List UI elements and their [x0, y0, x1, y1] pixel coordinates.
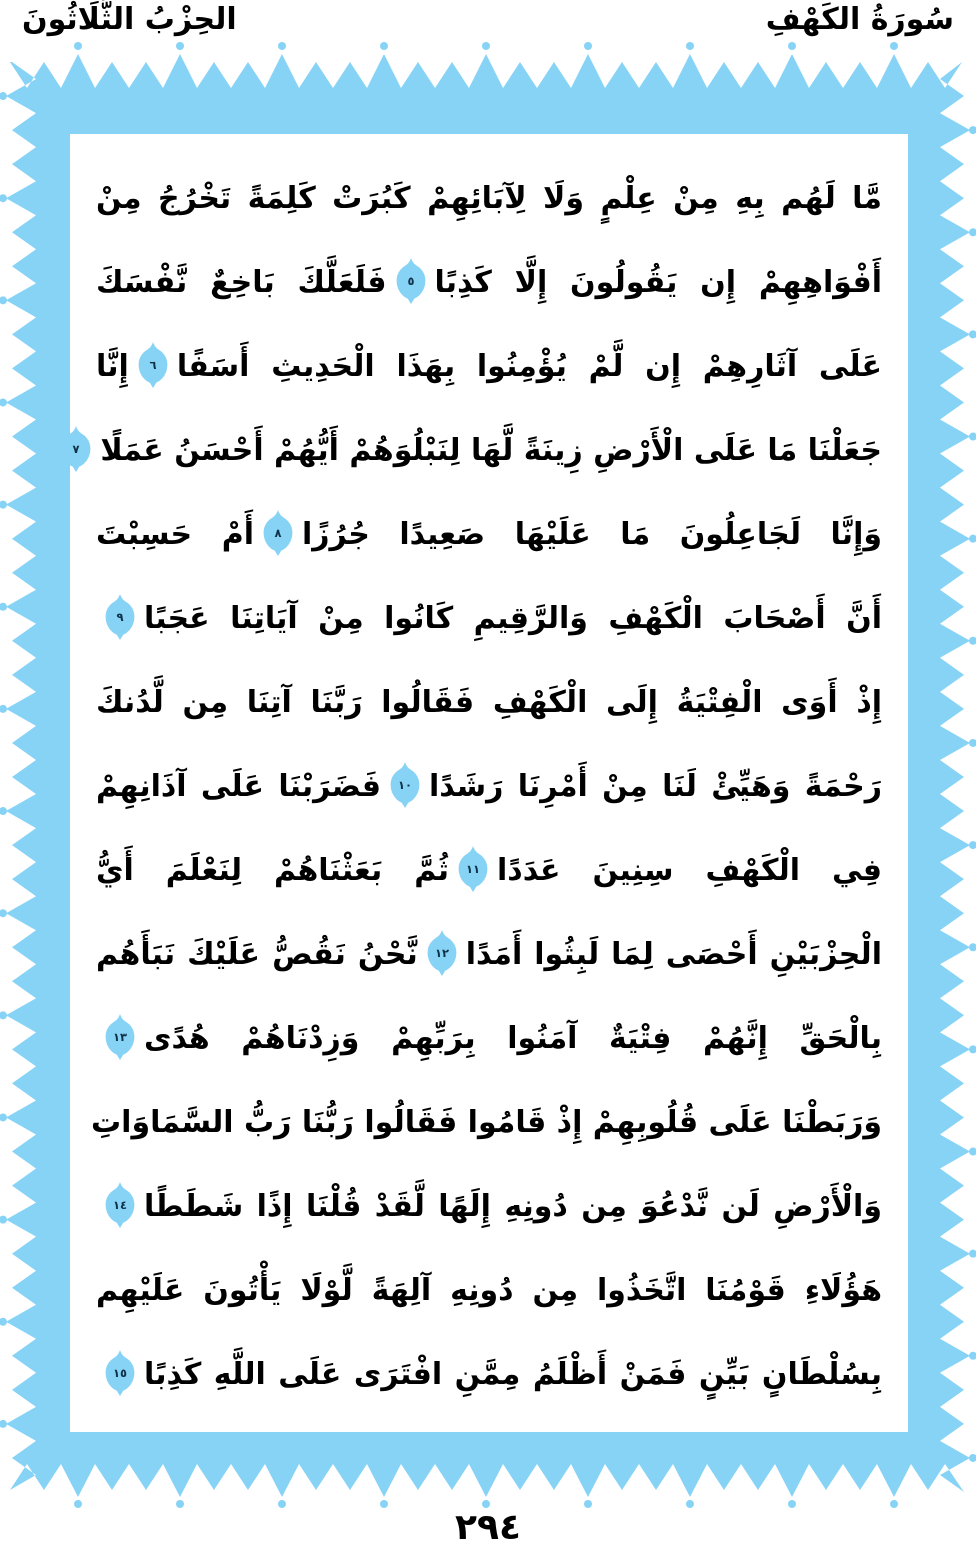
frame-dot-ornament	[0, 1318, 7, 1326]
frame-dot-ornament	[969, 739, 976, 747]
ayah-text: رَحْمَةً وَهَيِّئْ لَنَا مِنْ أَمْرِنَا رَشَدًا	[429, 769, 882, 804]
quran-line	[96, 672, 882, 734]
svg-text:١٣: ١٣	[112, 1029, 128, 1044]
ayah-text: إِنَّا	[96, 349, 129, 384]
frame-dot-ornament	[969, 943, 976, 951]
ayah-text: بِسُلْطَانٍ بَيِّنٍ فَمَنْ أَظْلَمُ مِمَّنِ افْتَرَى عَلَى اللَّهِ كَذِبًا	[144, 1357, 882, 1392]
quran-line	[91, 1092, 882, 1154]
frame-dot-ornament	[969, 841, 976, 849]
frame-dot-ornament	[482, 42, 490, 50]
frame-dot-ornament	[788, 42, 796, 50]
svg-text:٧: ٧	[72, 441, 80, 456]
surah-title: سُورَةُ الكَهْفِ	[765, 2, 954, 37]
svg-text:١٥: ١٥	[112, 1365, 128, 1380]
frame-dot-ornament	[969, 126, 976, 134]
svg-text:١١: ١١	[465, 861, 481, 876]
frame-dot-ornament	[969, 637, 976, 645]
svg-text:١٠: ١٠	[397, 777, 413, 792]
ayah-end-marker	[103, 1182, 137, 1228]
frame-dot-ornament	[890, 42, 898, 50]
frame-dot-ornament	[0, 398, 7, 406]
frame-dot-ornament	[0, 296, 7, 304]
ayah-end-marker	[103, 1350, 137, 1396]
frame-dot-ornament	[969, 1148, 976, 1156]
svg-text:٥: ٥	[407, 273, 415, 288]
ayah-text: ثُمَّ بَعَثْنَاهُمْ لِنَعْلَمَ أَيُّ	[96, 853, 450, 888]
quran-line	[96, 1344, 882, 1406]
ayah-end-marker	[59, 426, 93, 472]
frame-dot-ornament	[176, 42, 184, 50]
ayah-text: أَمْ حَسِبْتَ	[96, 517, 254, 552]
quran-line	[96, 840, 882, 902]
ayah-text: فَضَرَبْنَا عَلَى آذَانِهِمْ	[96, 769, 382, 804]
ayah-text: وَإِنَّا لَجَاعِلُونَ مَا عَلَيْهَا صَعِيدًا جُرُزًا	[301, 517, 883, 552]
ayah-end-marker	[103, 594, 137, 640]
ayah-end-marker	[456, 846, 490, 892]
frame-dot-ornament	[0, 501, 7, 509]
ayah-end-marker	[388, 762, 422, 808]
frame-dot-ornament	[969, 1045, 976, 1053]
svg-text:١٢: ١٢	[434, 945, 449, 960]
quran-line	[96, 168, 882, 230]
frame-dot-ornament	[0, 705, 7, 713]
frame-dot-ornament	[380, 42, 388, 50]
ayah-end-marker	[103, 1014, 137, 1060]
frame-dot-ornament	[0, 909, 7, 917]
ayah-text: الْحِزْبَيْنِ أَحْصَى لِمَا لَبِثُوا أَمَدًا	[465, 937, 882, 972]
ayah-end-marker	[394, 258, 428, 304]
quran-line	[96, 252, 882, 314]
frame-dot-ornament	[74, 42, 82, 50]
frame-dot-ornament	[969, 330, 976, 338]
quran-text-area	[70, 134, 908, 1432]
frame-dot-ornament	[0, 92, 7, 100]
svg-text:٩: ٩	[116, 609, 124, 624]
ayah-text: هَؤُلَاءِ قَوْمُنَا اتَّخَذُوا مِن دُونِهِ آلِهَةً لَّوْلَا يَأْتُونَ عَلَيْهِم	[96, 1273, 882, 1308]
frame-dot-ornament	[584, 42, 592, 50]
frame-dot-ornament	[0, 807, 7, 815]
ayah-text: بِالْحَقِّ إِنَّهُمْ فِتْيَةٌ آمَنُوا بِرَبِّهِمْ وَزِدْنَاهُمْ هُدًى	[144, 1021, 882, 1056]
frame-dot-ornament	[0, 194, 7, 202]
ayah-text: إِذْ أَوَى الْفِتْيَةُ إِلَى الْكَهْفِ فَقَالُوا رَبَّنَا آتِنَا مِن لَّدُنكَ	[96, 685, 882, 720]
frame-dot-ornament	[278, 42, 286, 50]
quran-line	[96, 924, 882, 986]
quran-line	[96, 1176, 882, 1238]
ayah-text: مَّا لَهُم بِهِ مِنْ عِلْمٍ وَلَا لِآبَائِهِمْ كَبُرَتْ كَلِمَةً تَخْرُجُ مِنْ	[96, 181, 882, 216]
quran-line	[96, 1008, 882, 1070]
frame-dot-ornament	[969, 1454, 976, 1462]
svg-text:٦: ٦	[149, 357, 157, 372]
frame-dot-ornament	[969, 1250, 976, 1258]
quran-line	[96, 756, 882, 818]
ayah-text: وَرَبَطْنَا عَلَى قُلُوبِهِمْ إِذْ قَامُوا فَقَالُوا رَبُّنَا رَبُّ السَّمَاوَاتِ	[91, 1105, 882, 1140]
ayah-end-marker	[425, 930, 459, 976]
quran-line	[96, 1260, 882, 1322]
frame-dot-ornament	[969, 228, 976, 236]
frame-dot-ornament	[969, 433, 976, 441]
ayah-text: جَعَلْنَا مَا عَلَى الْأَرْضِ زِينَةً لَّهَا لِنَبْلُوَهُمْ أَيُّهُمْ أَحْسَنُ عَمَلًا	[100, 433, 882, 468]
ayah-text: وَالْأَرْضِ لَن نَّدْعُوَ مِن دُونِهِ إِلَهًا لَّقَدْ قُلْنَا إِذًا شَطَطًا	[144, 1189, 882, 1224]
svg-text:١٤: ١٤	[112, 1197, 128, 1212]
page-number: ٢٩٤	[455, 1507, 521, 1548]
quran-line	[96, 504, 882, 566]
ayah-text: نَّحْنُ نَقُصُّ عَلَيْكَ نَبَأَهُم	[96, 937, 418, 972]
ayah-end-marker	[261, 510, 295, 556]
frame-dot-ornament	[686, 42, 694, 50]
frame-dot-ornament	[0, 1216, 7, 1224]
quran-line	[96, 336, 882, 398]
frame-dot-ornament	[0, 1420, 7, 1428]
ayah-text: فَلَعَلَّكَ بَاخِعٌ نَّفْسَكَ	[96, 265, 387, 300]
hizb-label: الحِزْبُ الثَّلَاثُونَ	[22, 2, 237, 37]
ayah-text: عَلَى آثَارِهِمْ إِن لَّمْ يُؤْمِنُوا بِهَذَا الْحَدِيثِ أَسَفًا	[176, 349, 882, 384]
frame-dot-ornament	[969, 535, 976, 543]
ayah-text: فِي الْكَهْفِ سِنِينَ عَدَدًا	[497, 853, 882, 888]
svg-text:٨: ٨	[274, 525, 282, 540]
frame-dot-ornament	[0, 1113, 7, 1121]
frame-dot-ornament	[969, 1352, 976, 1360]
ayah-text: أَفْوَاهِهِمْ إِن يَقُولُونَ إِلَّا كَذِبًا	[434, 265, 882, 300]
quran-line	[96, 588, 882, 650]
frame-dot-ornament	[0, 603, 7, 611]
ayah-text: أَنَّ أَصْحَابَ الْكَهْفِ وَالرَّقِيمِ كَانُوا مِنْ آيَاتِنَا عَجَبًا	[144, 601, 882, 636]
quran-line	[72, 420, 882, 482]
frame-dot-ornament	[0, 1011, 7, 1019]
ayah-end-marker	[136, 342, 170, 388]
